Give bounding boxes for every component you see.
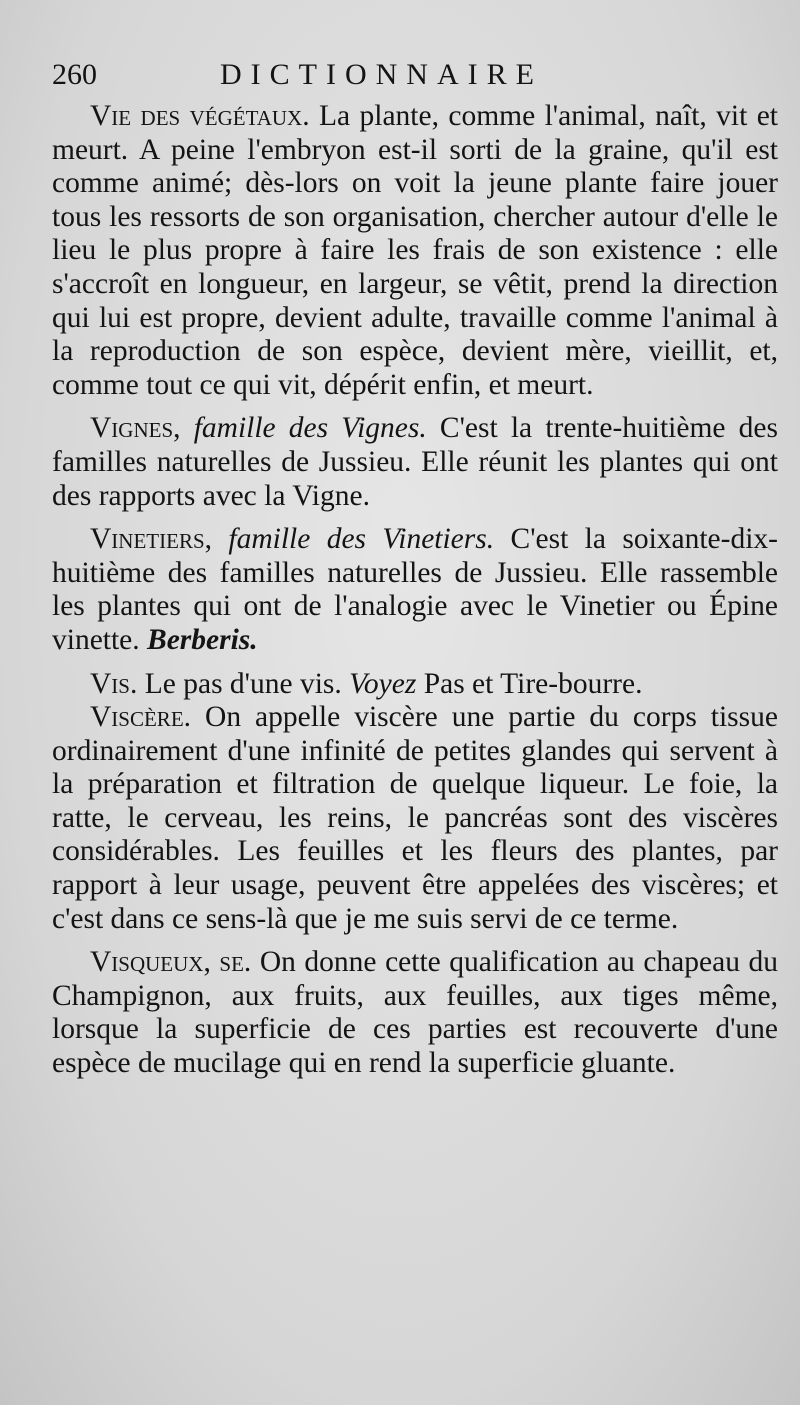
entry-headword: Vie des végétaux. xyxy=(90,100,310,132)
entry-vinetiers xyxy=(52,523,778,657)
page-number: 260 xyxy=(52,58,97,91)
entry-visqueux xyxy=(52,946,778,1080)
entry-headword: Vis. xyxy=(90,667,138,700)
entry-see-text: Pas et Tire-bourre. xyxy=(416,667,643,700)
entry-separator: , xyxy=(204,523,229,556)
entry-body: On donne cette qualification au chapeau du Champignon, aux fruits, aux feuilles, aux tiges même, lorsque la superficie de ces parties est recouverte d'une espèce de mucilage qui en rend la superficie gluante. xyxy=(52,946,778,1080)
entry-body: Le pas d'une vis. xyxy=(137,667,350,700)
entry-body: On appelle viscère une partie du corps tissue ordinairement d'une infinité de petites glandes qui servent à la préparation et filtration de quelque liqueur. Le foie, la ratte, le cerveau, les reins, le pancréas sont des viscères considérables. Les feuilles et les fleurs des plantes, par rapport à leur usage, peuvent être appelées des viscères; et c'est dans ce sens-là que je me suis servi de ce terme. xyxy=(52,701,778,935)
page-header xyxy=(52,58,778,98)
entry-body: La plante, comme l'animal, naît, vit et meurt. A peine l'embryon est-il sorti de la graine, qu'il est comme animé; dès-lors on voit la jeune plante faire jouer tous les ressorts de son organisation, chercher autour d'elle le lieu le plus propre à faire les frais de son existence : elle s'accroît en longueur, en largeur, se vêtit, prend la direction qui lui est propre, devient adulte, travaille comme l'animal à la reproduction de son espèce, devient mère, vieillit, et, comme tout ce qui vit, dépérit enfin, et meurt. xyxy=(52,100,778,401)
entry-viscere xyxy=(52,701,778,936)
entry-family-label: famille des Vignes. xyxy=(193,412,427,445)
entry-latin-name: Berberis. xyxy=(147,623,258,656)
entry-headword: Vinetiers xyxy=(90,523,205,556)
entry-vignes xyxy=(52,412,778,513)
entry-vie-des-vegetaux xyxy=(52,100,778,402)
dictionary-entries xyxy=(52,100,778,1081)
entry-separator: , xyxy=(173,412,194,445)
entry-vis xyxy=(52,668,778,702)
entry-see-label: Voyez xyxy=(349,667,417,700)
entry-body: C'est la soixante-dix-huitième des familles naturelles de Jussieu. Elle rassemble les plantes qui ont de l'analogie avec le Vinetier ou Épine vinette. xyxy=(52,523,778,656)
entry-headword: Visqueux, se. xyxy=(90,946,252,979)
running-title: DICTIONNAIRE xyxy=(220,58,543,91)
entry-family-label: famille des Vinetiers. xyxy=(228,523,495,556)
entry-headword: Vignes xyxy=(90,412,174,445)
entry-headword: Viscère. xyxy=(90,701,192,734)
entry-body: C'est la trente-huitième des familles naturelles de Jussieu. Elle réunit les plantes qui ont des rapports avec la Vigne. xyxy=(52,412,779,512)
